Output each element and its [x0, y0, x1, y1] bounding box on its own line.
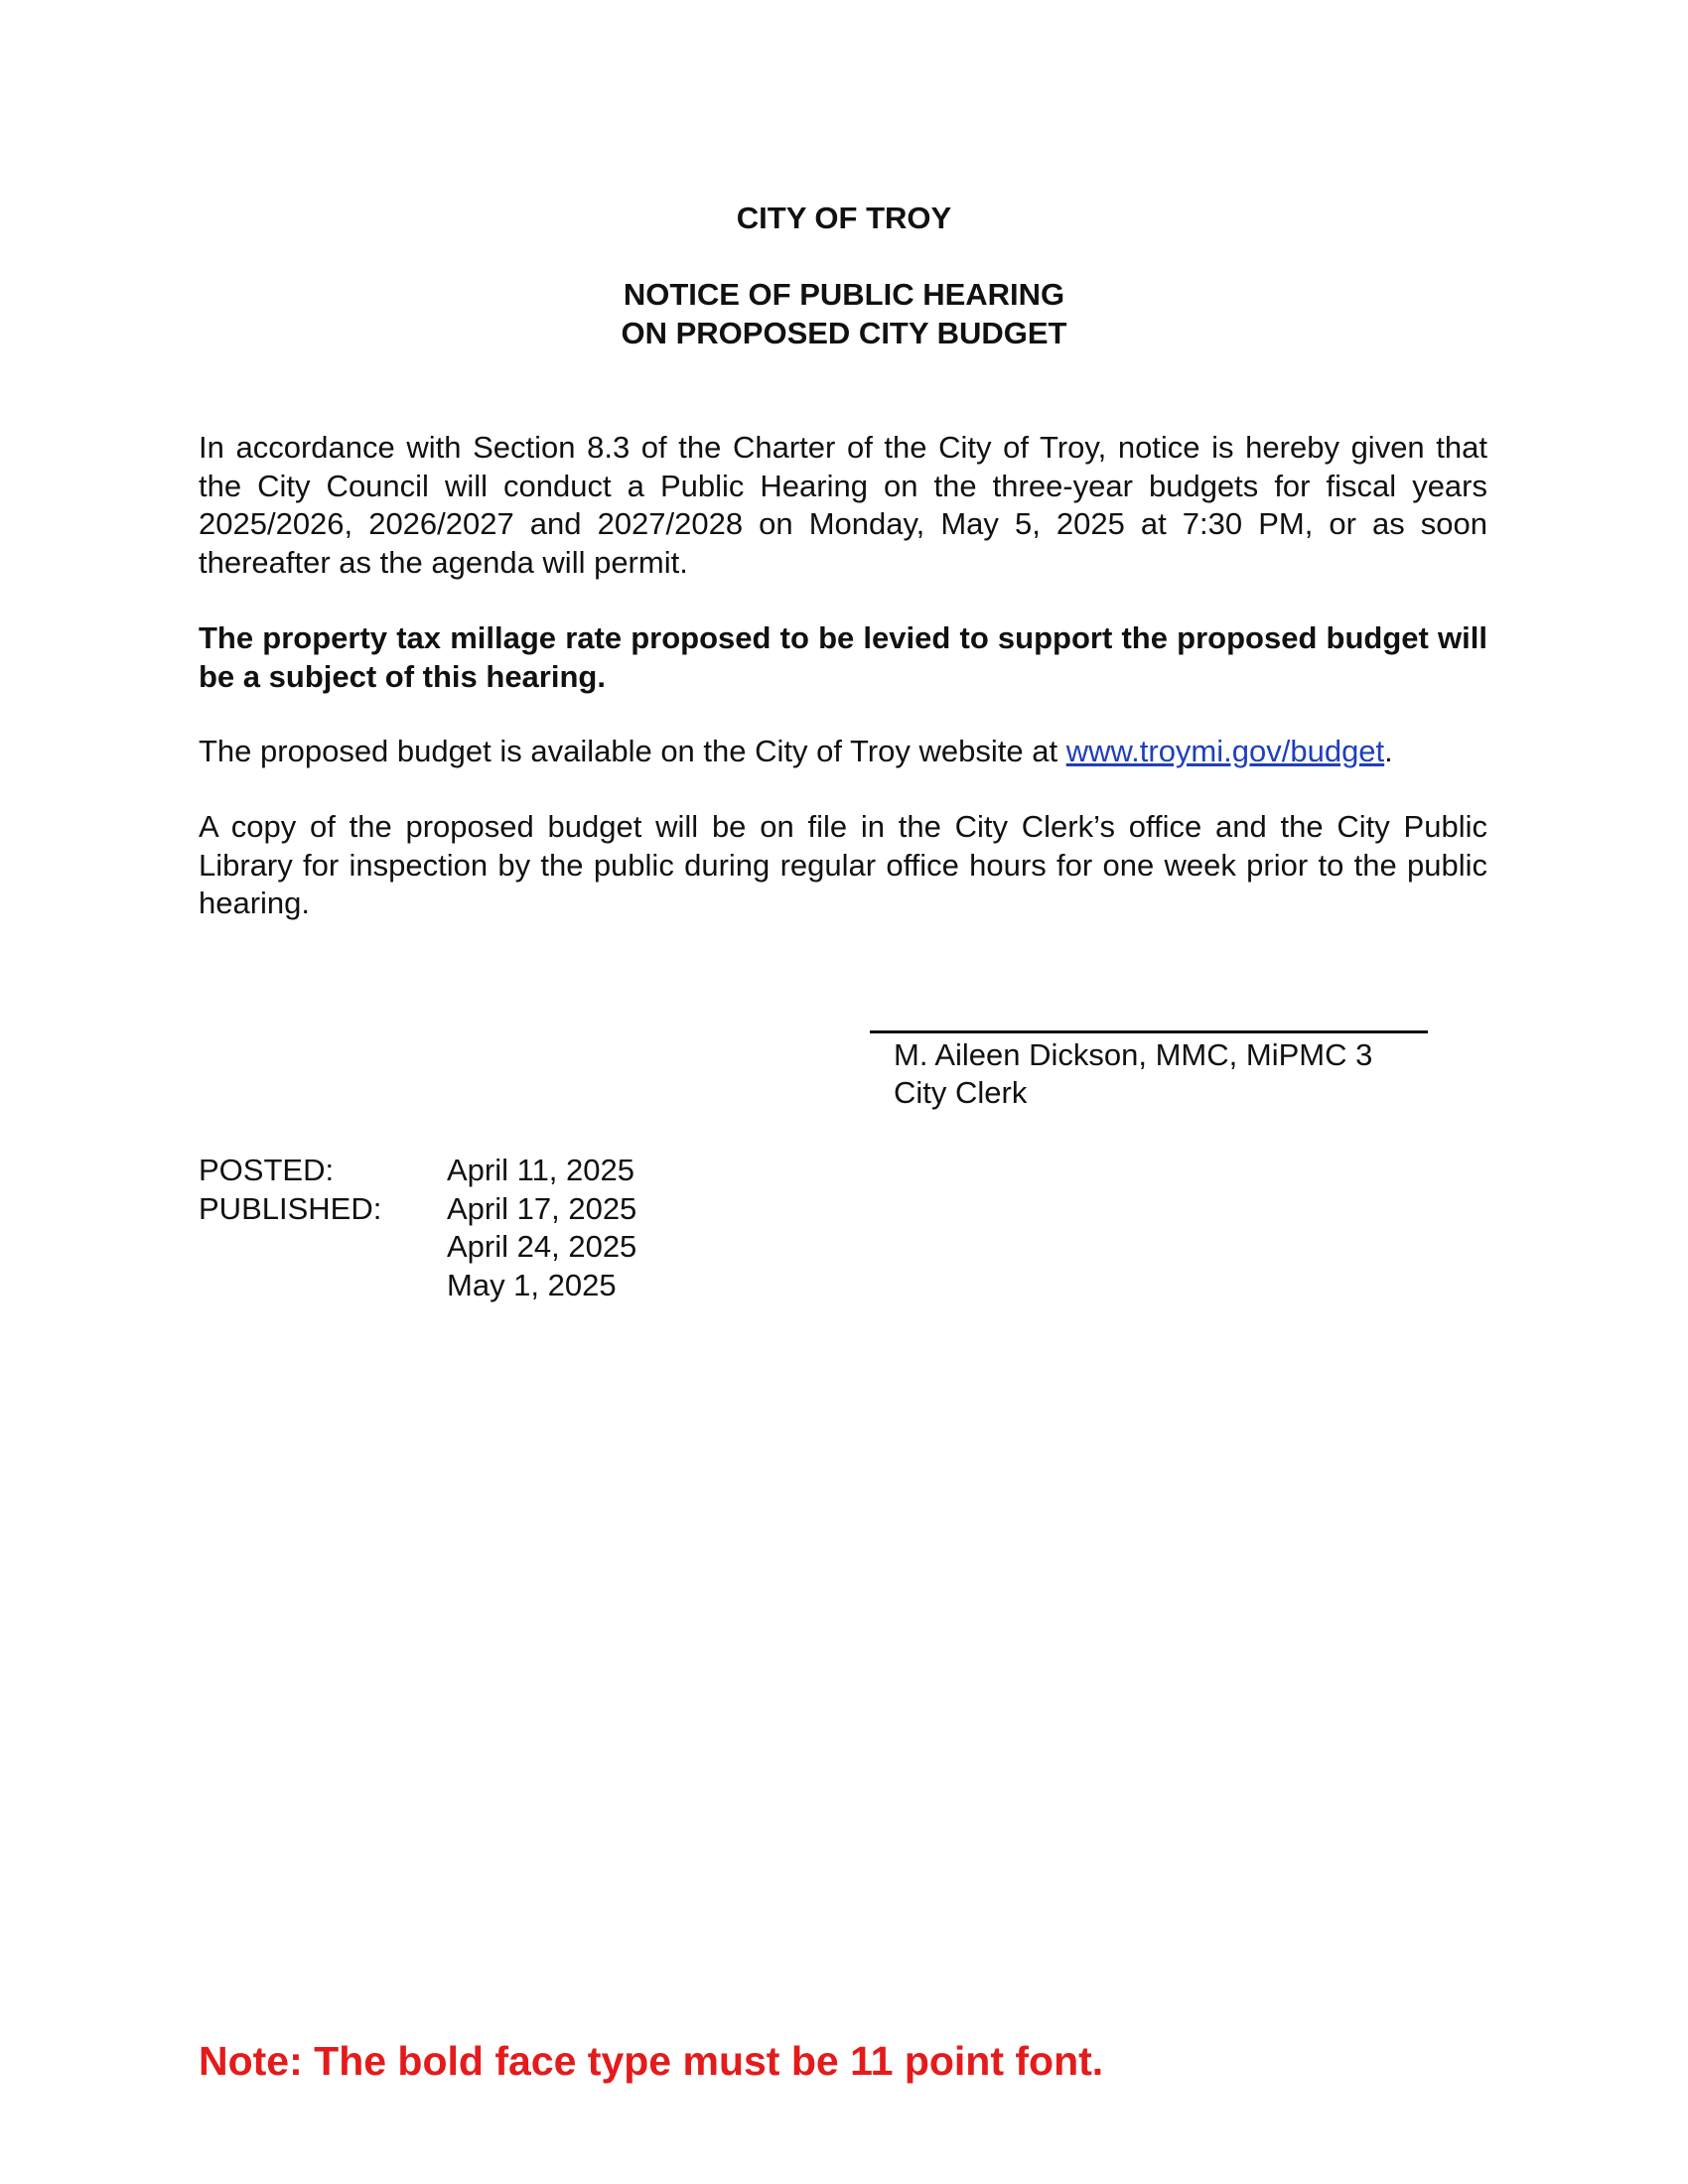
posting-dates: [199, 1152, 636, 1304]
notice-title-line1: NOTICE OF PUBLIC HEARING: [623, 277, 1065, 312]
signature-line: [870, 1030, 1428, 1033]
posted-date: April 11, 2025: [447, 1153, 634, 1187]
hearing-paragraph: In accordance with Section 8.3 of the Charter of the City of Troy, notice is hereby given that the City Council will conduct a Public Hearing on the three-year budgets for fiscal years 2025/2026, 2026/2027 and 2027/2028 on Monday, May 5, 2025 at 7:30 PM, or as soon thereafter as the agenda will permit.: [199, 430, 1487, 580]
font-size-note: Note: The bold face type must be 11 point font.: [199, 2038, 1104, 2084]
website-paragraph: [199, 733, 1487, 771]
published-row: [199, 1190, 636, 1229]
website-paragraph-text: The proposed budget is available on the City of Troy website at: [199, 734, 1066, 768]
notice-title-line2: ON PROPOSED CITY BUDGET: [621, 316, 1067, 350]
published-date-2: April 24, 2025: [447, 1229, 637, 1264]
city-title: CITY OF TROY: [736, 201, 952, 235]
budget-link[interactable]: www.troymi.gov/budget: [1065, 734, 1385, 768]
signatory-name: M. Aileen Dickson, MMC, MiPMC 3: [894, 1037, 1373, 1072]
published-row: [199, 1267, 636, 1305]
published-date-3: May 1, 2025: [447, 1267, 617, 1302]
notice-title: [0, 275, 1688, 352]
posted-label: POSTED:: [199, 1153, 335, 1187]
website-paragraph-period: .: [1384, 734, 1393, 768]
published-row: [199, 1228, 636, 1267]
published-label: PUBLISHED:: [199, 1190, 382, 1226]
millage-paragraph: The property tax millage rate proposed to be levied to support the proposed budget will be a subject of this hearing.: [199, 620, 1487, 694]
inspection-paragraph: A copy of the proposed budget will be on file in the City Clerk’s office and the City Public Library for inspection by the public during regular office hours for one week prior to the public hearing.: [199, 809, 1487, 920]
posted-row: [199, 1152, 636, 1190]
signatory-title: City Clerk: [894, 1075, 1028, 1110]
published-date-1: April 17, 2025: [447, 1190, 637, 1226]
